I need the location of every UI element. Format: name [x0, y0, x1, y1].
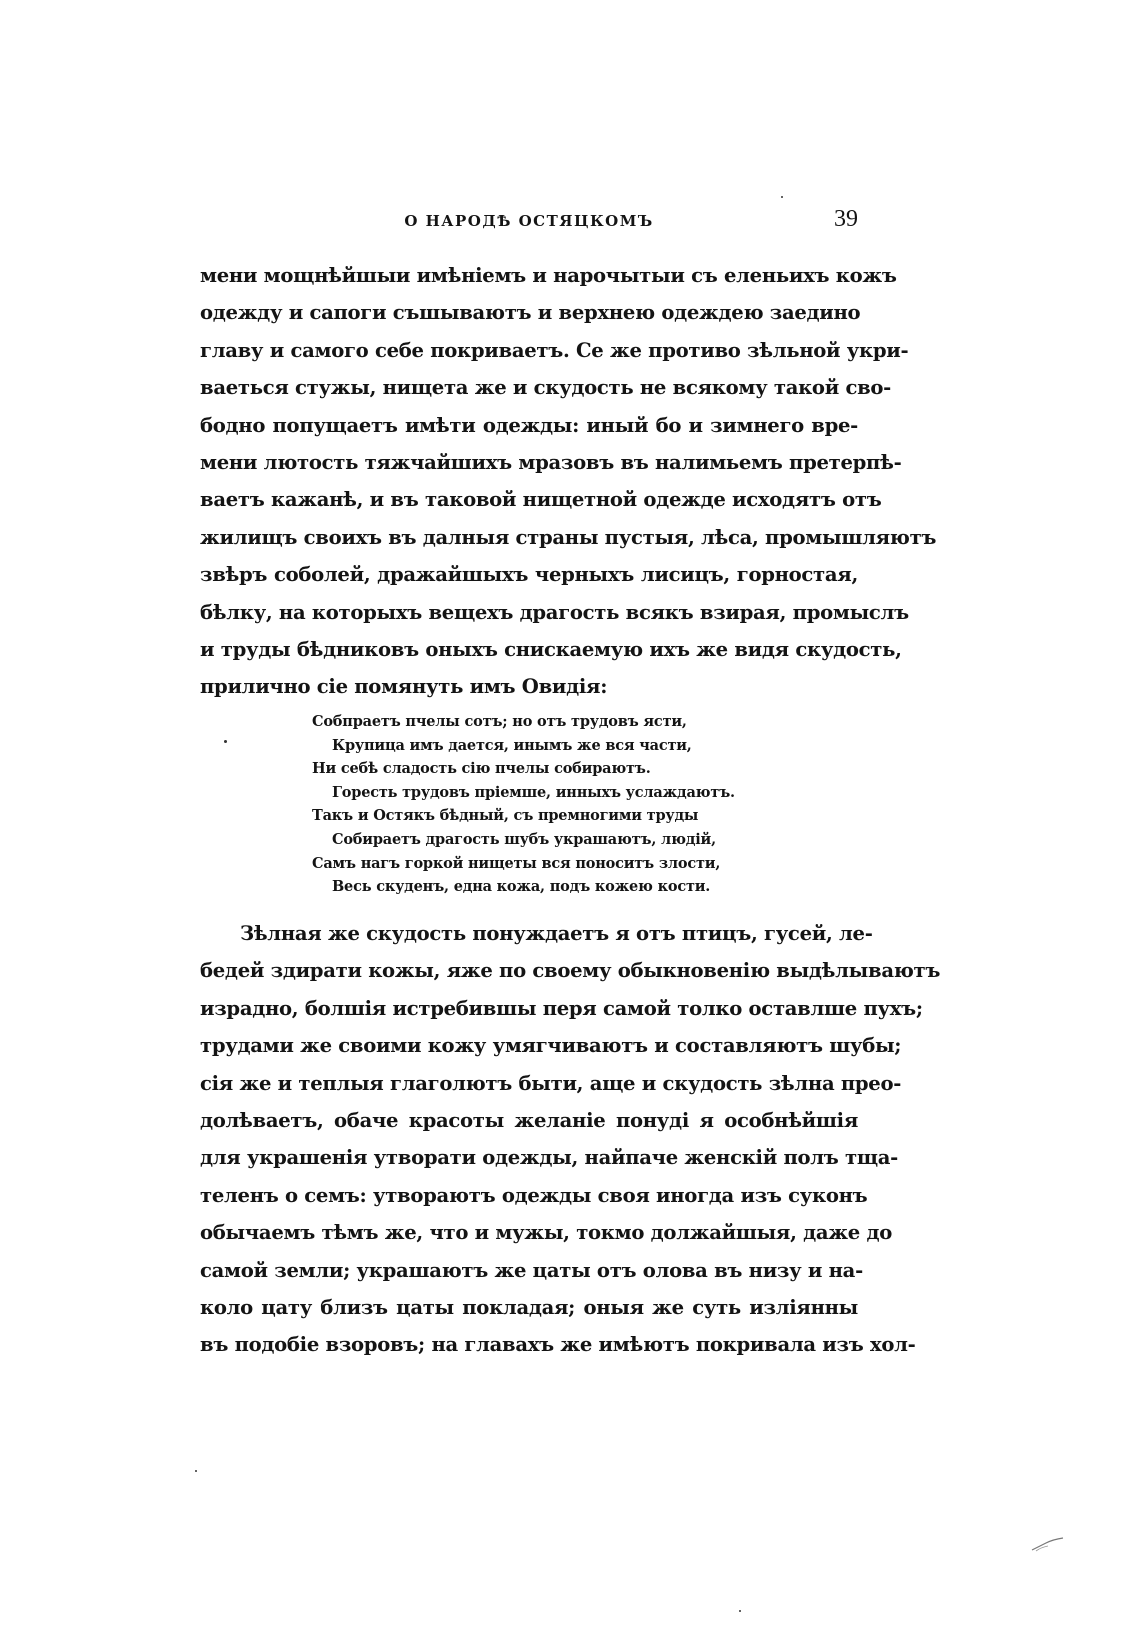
text-line: ваетъ кажанѣ, и въ таковой нищетной одежде исходятъ отъ [200, 488, 882, 512]
text-line: мени мощнѣйшыи имѣніемъ и нарочытыи съ еленьихъ кожъ [200, 264, 897, 287]
text-line: бедей здирати кожы, яже по своему обыкновенію выдѣлываютъ [200, 959, 941, 983]
scan-speck [781, 196, 783, 198]
scan-speck [224, 740, 227, 743]
text-line: мени лютость тяжчайшихъ мразовъ въ налимьемъ претерпѣ- [200, 450, 902, 474]
text-line: израдно, болшія истребившы перя самой толко оставлше пухъ; [200, 996, 923, 1020]
text-line: звѣръ соболей, дражайшыхъ черныхъ лисицъ, горностая, [200, 563, 858, 587]
page-number: 39 [834, 206, 858, 232]
poem-line: Собираетъ драгость шубъ украшаютъ, людій, [332, 830, 716, 848]
text-line: теленъ о семъ: утвораютъ одежды своя иногда изъ суконъ [200, 1183, 868, 1207]
text-line: коло цату близъ цаты покладая; оныя же суть изліянны [200, 1295, 858, 1319]
text-line: ваеться стужы, нищета же и скудость не всякому такой сво- [200, 376, 892, 400]
running-head [200, 206, 858, 246]
text-line: прилично сіе помянуть имъ Овидія: [200, 675, 608, 699]
text-line: самой земли; украшаютъ же цаты отъ олова въ низу и на- [200, 1258, 863, 1282]
paragraph-1 [200, 257, 937, 706]
text-line: обычаемъ тѣмъ же, что и мужы, токмо должайшыя, даже до [200, 1221, 892, 1245]
text-line: одежду и сапоги съшываютъ и верхнею одеждею заедино [200, 301, 861, 325]
text-line: главу и самого себе покриваетъ. Се же противо зѣльной укри- [200, 338, 909, 362]
text-line: бѣлку, на которыхъ вещехъ драгость всякъ взирая, промыслъ [200, 600, 909, 624]
text-line: трудами же своими кожу умягчиваютъ и составляютъ шубы; [200, 1034, 902, 1058]
text-line: жилищъ своихъ въ далныя страны пустыя, лѣса, промышляютъ [200, 525, 937, 549]
poem-line: Ни себѣ сладость сію пчелы собираютъ. [312, 760, 651, 778]
scan-speck [195, 1470, 197, 1472]
text-line: въ подобіе взоровъ; на главахъ же имѣютъ покривала изъ хол- [200, 1333, 916, 1357]
poem-line: Горесть трудовъ пріемше, инныхъ услаждаютъ. [332, 783, 735, 801]
text-line: долѣваетъ, обаче красоты желаніе понуді я особнѣйшія [200, 1108, 858, 1132]
paragraph-2 [200, 915, 941, 1364]
text-line: Зѣлная же скудость понуждаетъ я отъ птицъ, гусей, ле- [240, 922, 873, 945]
running-title: О НАРОДѢ ОСТЯЦКОМЪ [404, 212, 654, 230]
poem-line: Самъ нагъ горкой нищеты вся поноситъ злости, [312, 854, 721, 872]
text-line: для украшенія утворати одежды, найпаче женскій полъ тща- [200, 1146, 898, 1170]
poem-line: Такъ и Остякъ бѣдный, съ премногими труды [312, 807, 699, 825]
poem-line: Крупица имъ дается, инымъ же вся части, [332, 736, 692, 754]
poem-line: Собпраетъ пчелы сотъ; но отъ трудовъ ясти, [312, 713, 687, 730]
poem-line: Весь скуденъ, една кожа, подъ кожею кости. [332, 878, 711, 896]
text-line: и труды бѣдниковъ оныхъ снискаемую ихъ же видя скудость, [200, 637, 902, 661]
text-line: бодно попущаетъ имѣти одежды: иный бо и зимнего вре- [200, 413, 858, 437]
pencil-mark [1030, 1535, 1066, 1553]
text-line: сія же и теплыя глаголютъ быти, аще и скудость зѣлна прео- [200, 1071, 902, 1095]
scan-speck [739, 1610, 741, 1612]
poem-quote [312, 710, 782, 899]
